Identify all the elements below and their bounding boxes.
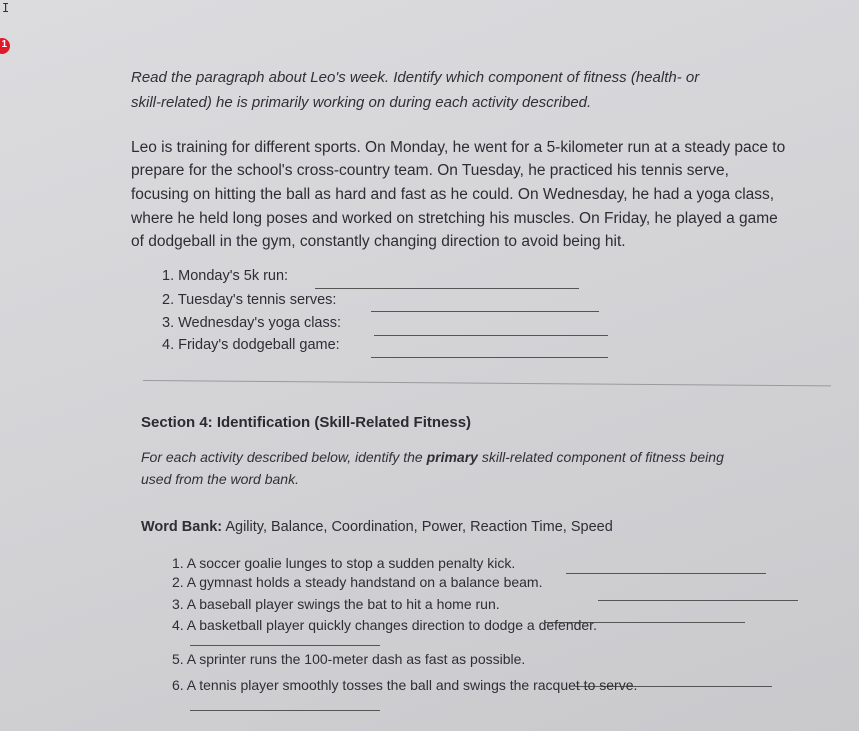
part1-question-2: 2. Tuesday's tennis serves: (162, 292, 337, 308)
notification-badge: 1 (0, 38, 10, 54)
paragraph-line-4: where he held long poses and worked on stretching his muscles. On Friday, he played a game (131, 210, 778, 227)
section-4-answer-line-4[interactable] (190, 645, 380, 646)
section-4-question-5: 5. A sprinter runs the 100-meter dash as fast as possible. (172, 651, 526, 667)
part1-question-3: 3. Wednesday's yoga class: (162, 315, 342, 331)
section-4-question-1: 1. A soccer goalie lunges to stop a sudden penalty kick. (172, 555, 516, 571)
section-4-question-2: 2. A gymnast holds a steady handstand on a balance beam. (172, 574, 543, 590)
part1-answer-line-4[interactable] (371, 357, 608, 358)
section-4-question-3: 3. A baseball player swings the bat to hit a home run. (172, 596, 500, 612)
part1-answer-line-1[interactable] (315, 288, 579, 289)
part1-question-4: 4. Friday's dodgeball game: (162, 337, 340, 353)
instructions-line-1: Read the paragraph about Leo's week. Identify which component of fitness (health- or (131, 69, 700, 86)
word-bank: Word Bank: Agility, Balance, Coordination, Power, Reaction Time, Speed (141, 519, 613, 535)
section-4-instructions-line-2: used from the word bank. (141, 471, 299, 487)
text-cursor-icon: I (2, 1, 10, 15)
section-4-instructions-line-1: For each activity described below, identify the primary skill-related component of fitness being (141, 449, 724, 465)
paragraph-line-2: prepare for the school's cross-country team. On Tuesday, he practiced his tennis serve, (131, 162, 729, 179)
part1-question-1: 1. Monday's 5k run: (162, 268, 289, 284)
part1-answer-line-3[interactable] (374, 335, 608, 336)
instructions-line-2: skill-related) he is primarily working on during each activity described. (131, 94, 592, 111)
paragraph-line-5: of dodgeball in the gym, constantly changing direction to avoid being hit. (131, 233, 626, 250)
section-4-answer-line-2[interactable] (598, 600, 798, 601)
section-4-answer-line-6[interactable] (190, 710, 380, 711)
section-4-question-6: 6. A tennis player smoothly tosses the ball and swings the racquet to serve. (172, 677, 638, 693)
section-4-question-4: 4. A basketball player quickly changes direction to dodge a defender. (172, 617, 597, 633)
paragraph-line-1: Leo is training for different sports. On Monday, he went for a 5-kilometer run at a steady pace to (131, 139, 786, 156)
section-4-answer-line-1[interactable] (566, 573, 766, 574)
section-4-title: Section 4: Identification (Skill-Related Fitness) (141, 414, 472, 431)
paragraph-line-3: focusing on hitting the ball as hard and fast as he could. On Wednesday, he had a yoga class, (131, 186, 775, 203)
part1-answer-line-2[interactable] (371, 311, 599, 312)
section-divider (143, 380, 831, 386)
